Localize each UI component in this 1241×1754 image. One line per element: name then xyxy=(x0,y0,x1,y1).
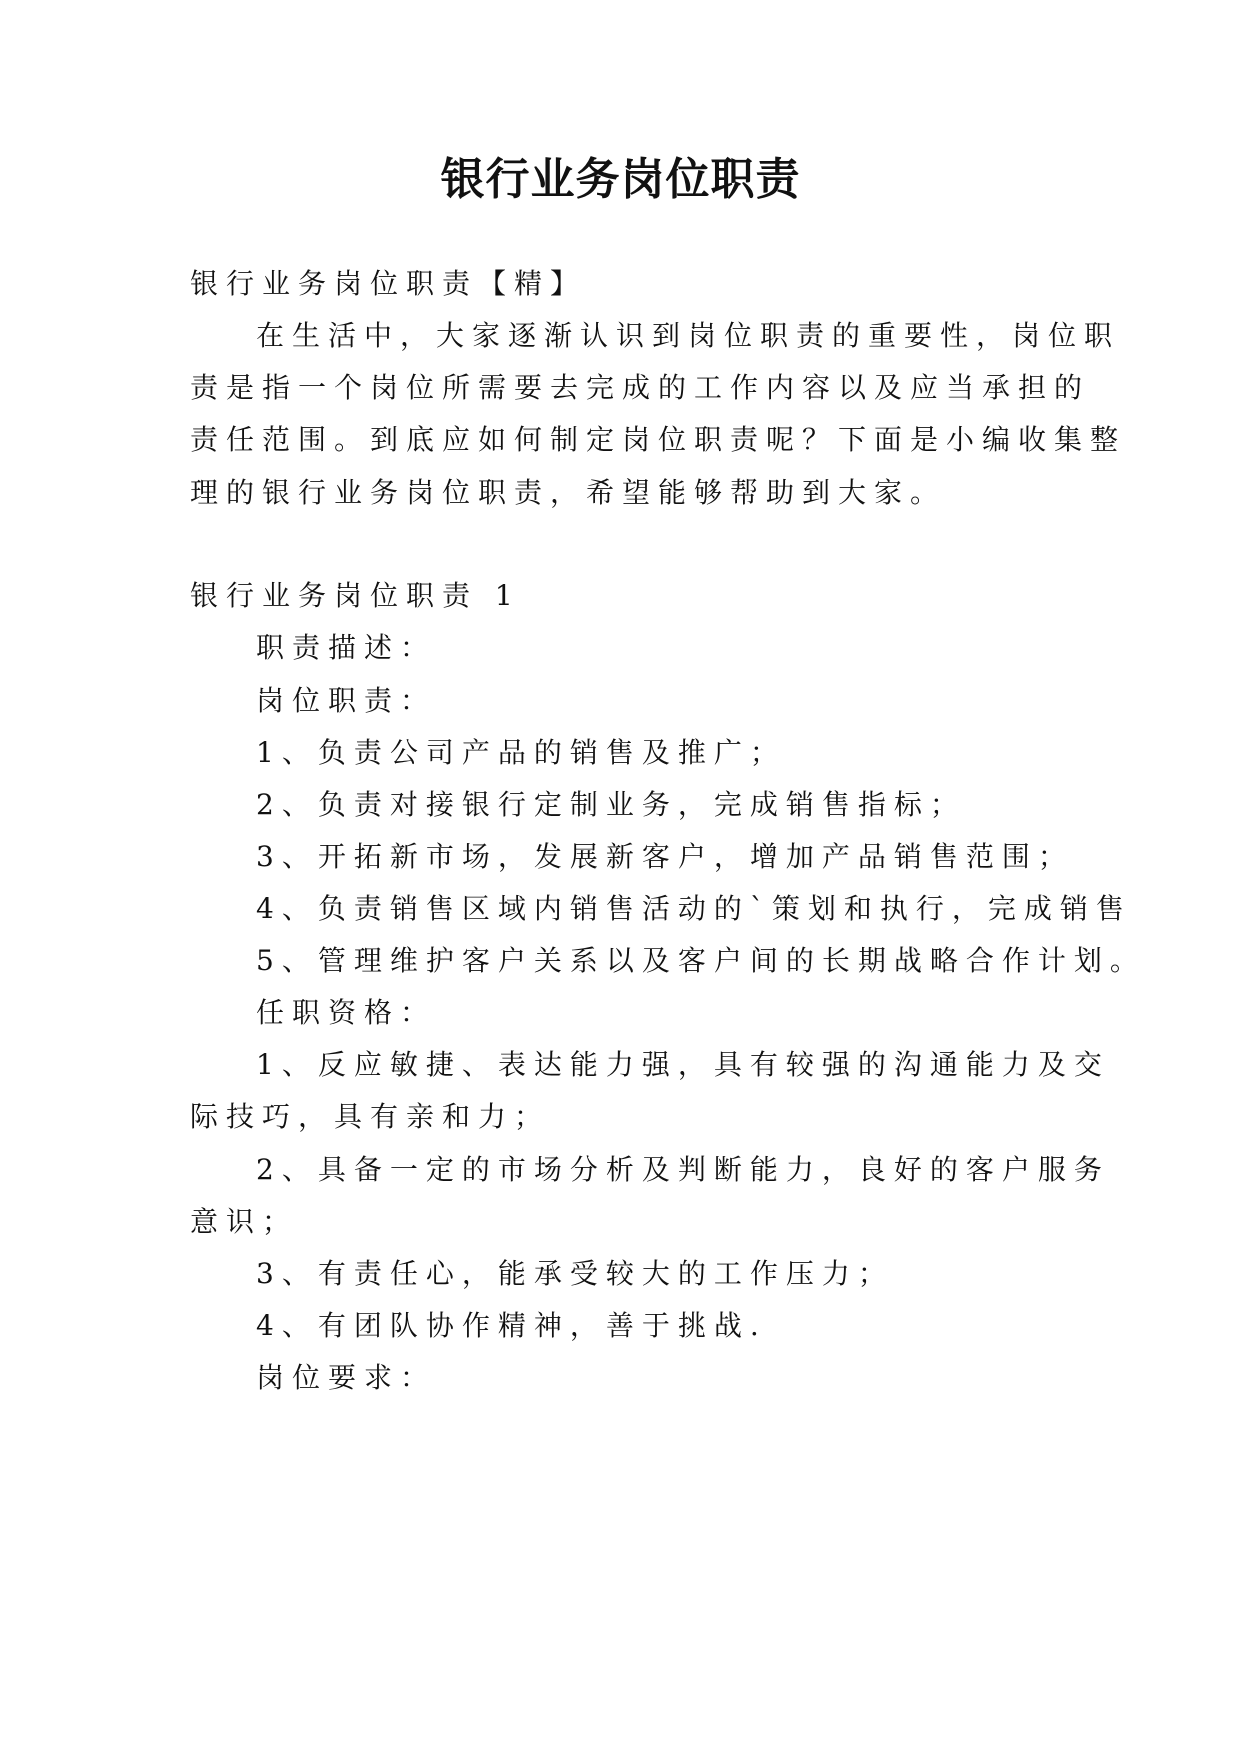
section-heading: 银行业务岗位职责 1 xyxy=(190,579,521,612)
duty-item: 3、开拓新市场，发展新客户，增加产品销售范围； xyxy=(256,840,1074,873)
qualification-item: 2、具备一定的市场分析及判断能力，良好的客户服务 xyxy=(256,1153,1110,1186)
duty-item: 5、管理维护客户关系以及客户间的长期战略合作计划。 xyxy=(256,944,1146,977)
duty-item: 1、负责公司产品的销售及推广； xyxy=(256,736,786,769)
intro-line: 责是指一个岗位所需要去完成的工作内容以及应当承担的 xyxy=(190,371,1091,404)
intro-line: 责任范围。到底应如何制定岗位职责呢？下面是小编收集整 xyxy=(190,423,1127,456)
qualifications-label: 任职资格： xyxy=(256,996,437,1029)
description-label: 职责描述： xyxy=(256,631,437,664)
qualification-item-continuation: 际技巧，具有亲和力； xyxy=(190,1100,551,1133)
duties-label: 岗位职责： xyxy=(256,684,437,717)
intro-line: 理的银行业务岗位职责，希望能够帮助到大家。 xyxy=(190,476,947,509)
qualification-item: 4、有团队协作精神，善于挑战. xyxy=(256,1309,767,1342)
document-title: 银行业务岗位职责 xyxy=(440,154,801,205)
qualification-item: 1、反应敏捷、表达能力强，具有较强的沟通能力及交 xyxy=(256,1048,1110,1081)
intro-line: 在生活中，大家逐渐认识到岗位职责的重要性，岗位职 xyxy=(256,319,1121,352)
qualification-item: 3、有责任心，能承受较大的工作压力； xyxy=(256,1257,894,1290)
requirements-label: 岗位要求： xyxy=(256,1361,437,1394)
qualification-item-continuation: 意识； xyxy=(190,1205,299,1238)
document-subtitle: 银行业务岗位职责【精】 xyxy=(190,267,587,300)
duty-item: 2、负责对接银行定制业务，完成销售指标； xyxy=(256,788,966,821)
duty-item: 4、负责销售区域内销售活动的`策划和执行，完成销售 xyxy=(256,892,1132,925)
